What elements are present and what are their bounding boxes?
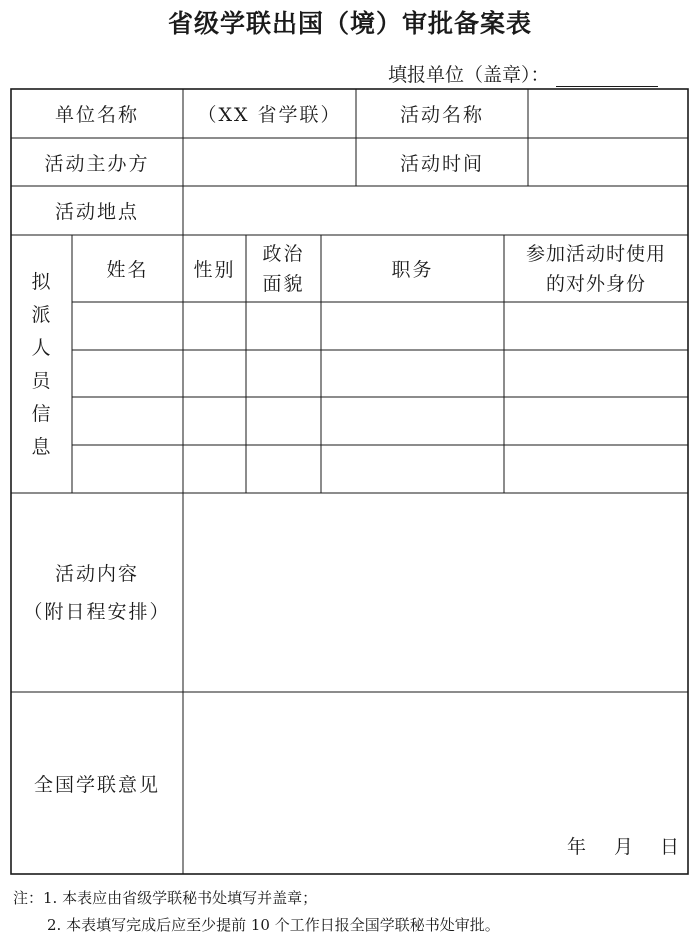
location-field[interactable] bbox=[183, 186, 688, 235]
activity-content-field[interactable] bbox=[183, 493, 688, 692]
header-political-line-2: 面貌 bbox=[262, 272, 305, 295]
organizer-field[interactable] bbox=[183, 138, 356, 186]
header-identity-line-1: 参加活动时使用 bbox=[525, 242, 666, 265]
note-line-2: 2. 本表填写完成后应至少提前 10 个工作日报全国学联秘书处审批。 bbox=[47, 916, 500, 934]
side-char: 拟 bbox=[31, 270, 51, 293]
header-political-status bbox=[246, 235, 321, 302]
location-label: 活动地点 bbox=[54, 201, 139, 223]
activity-content-line-1: 活动内容 bbox=[54, 562, 139, 585]
header-identity-line-2: 的对外身份 bbox=[545, 272, 646, 295]
side-char: 信 bbox=[31, 402, 51, 425]
personnel-row-1[interactable] bbox=[72, 302, 688, 350]
notes bbox=[13, 885, 500, 939]
activity-time-field[interactable] bbox=[528, 138, 688, 186]
activity-name-label: 活动名称 bbox=[399, 104, 484, 126]
header-name: 姓名 bbox=[106, 259, 149, 281]
header-external-identity bbox=[504, 235, 688, 302]
header-gender: 性别 bbox=[193, 259, 236, 281]
activity-content-line-2: （附日程安排） bbox=[23, 600, 171, 623]
side-char: 派 bbox=[31, 303, 51, 326]
personnel-side-label bbox=[11, 236, 71, 493]
side-char: 员 bbox=[31, 369, 51, 392]
personnel-row-4[interactable] bbox=[72, 445, 688, 493]
header-political-line-1: 政治 bbox=[262, 242, 305, 265]
unit-name-value[interactable]: （XX 省学联） bbox=[197, 104, 342, 126]
side-char: 息 bbox=[31, 435, 51, 458]
personnel-row-2[interactable] bbox=[72, 350, 688, 397]
personnel-row-3[interactable] bbox=[72, 397, 688, 445]
date-month: 月 bbox=[614, 836, 634, 858]
opinion-label: 全国学联意见 bbox=[33, 773, 160, 796]
unit-name-label: 单位名称 bbox=[54, 104, 139, 126]
header-position: 职务 bbox=[391, 259, 434, 281]
filling-unit-blank[interactable] bbox=[556, 66, 658, 87]
note-line-1: 注：1. 本表应由省级学联秘书处填写并盖章； bbox=[13, 889, 318, 907]
opinion-field[interactable] bbox=[183, 692, 688, 874]
date-year: 年 bbox=[567, 836, 587, 858]
activity-time-label: 活动时间 bbox=[399, 152, 484, 175]
organizer-label: 活动主办方 bbox=[44, 152, 150, 175]
activity-content-label bbox=[11, 493, 183, 692]
form-title: 省级学联出国（境）审批备案表 bbox=[167, 9, 532, 38]
filling-unit bbox=[388, 60, 658, 87]
side-char: 人 bbox=[31, 336, 51, 359]
activity-name-field[interactable] bbox=[528, 89, 688, 138]
filling-unit-label: 填报单位（盖章）： bbox=[388, 64, 550, 86]
date-day: 日 bbox=[660, 836, 680, 858]
